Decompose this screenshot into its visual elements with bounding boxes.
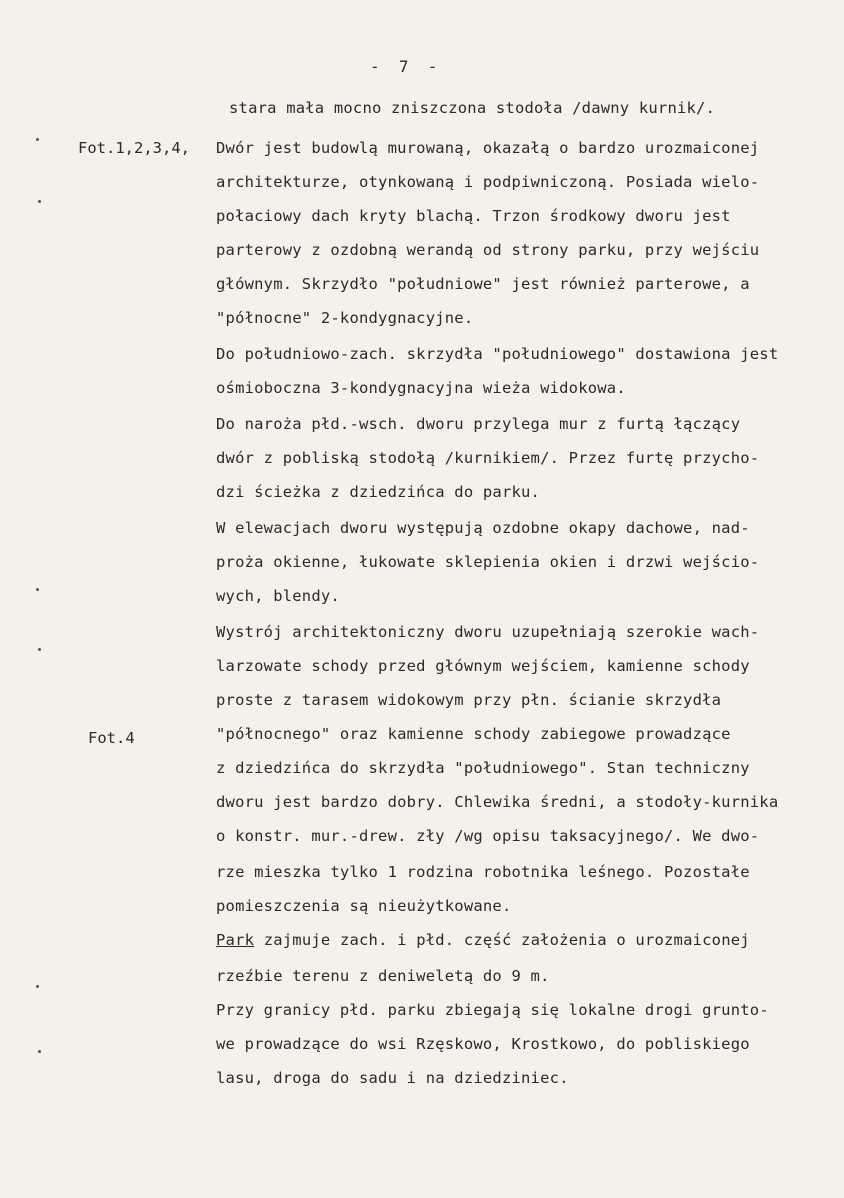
margin-speck [36,588,39,591]
margin-speck [38,1050,41,1053]
text-line: proste z tarasem widokowym przy płn. ścianie skrzydła [216,691,722,709]
text-line: rzeźbie terenu z deniweletą do 9 m. [216,967,550,985]
text-line: dworu jest bardzo dobry. Chlewika średni, a stodoły-kurnika [216,793,779,811]
margin-speck [38,648,41,651]
text-line: Przy granicy płd. parku zbiegają się lokalne drogi grunto- [216,1001,769,1019]
text-line: larzowate schody przed głównym wejściem, kamienne schody [216,657,750,675]
text-line: stara mała mocno zniszczona stodoła /dawny kurnik/. [229,99,716,117]
text-line: parterowy z ozdobną werandą od strony parku, przy wejściu [216,241,760,259]
text-line: o konstr. mur.-drew. zły /wg opisu taksacyjnego/. We dwo- [216,827,760,845]
text-line: połaciowy dach kryty blachą. Trzon środkowy dworu jest [216,207,731,225]
text-line: architekturze, otynkowaną i podpiwniczoną. Posiada wielo- [216,173,760,191]
text-line: Do naroża płd.-wsch. dworu przylega mur z furtą łączący [216,415,741,433]
margin-speck [38,200,41,203]
text-line: W elewacjach dworu występują ozdobne okapy dachowe, nad- [216,519,750,537]
text-line: "północnego" oraz kamienne schody zabiegowe prowadzące [216,725,731,743]
text-line: we prowadzące do wsi Rzęskowo, Krostkowo, do pobliskiego [216,1035,750,1053]
margin-note-photos-1-4: Fot.1,2,3,4, [78,139,190,157]
text-line: wych, blendy. [216,587,340,605]
text-line: Dwór jest budowlą murowaną, okazałą o bardzo urozmaiconej [216,139,760,157]
park-paragraph-line [216,930,750,950]
page-number: - 7 - [370,57,438,76]
margin-speck [36,138,39,141]
text-line-remainder: zajmuje zach. i płd. część założenia o urozmaiconej [263,931,750,949]
text-line: dwór z pobliską stodołą /kurnikiem/. Przez furtę przycho- [216,449,760,467]
text-line: proża okienne, łukowate sklepienia okien i drzwi wejścio- [216,553,760,571]
text-line: rze mieszka tylko 1 rodzina robotnika leśnego. Pozostałe [216,863,750,881]
text-line: "północne" 2-kondygnacyjne. [216,309,474,327]
text-line: Do południowo-zach. skrzydła "południowego" dostawiona jest [216,345,779,363]
text-line: z dziedzińca do skrzydła "południowego". Stan techniczny [216,759,750,777]
margin-speck [36,985,39,988]
text-line: pomieszczenia są nieużytkowane. [216,897,512,915]
text-line: głównym. Skrzydło "południowe" jest również parterowe, a [216,275,750,293]
text-line: ośmioboczna 3-kondygnacyjna wieża widokowa. [216,379,626,397]
text-line: dzi ścieżka z dziedzińca do parku. [216,483,541,501]
text-line: Wystrój architektoniczny dworu uzupełniają szerokie wach- [216,623,760,641]
park-heading: Park [216,931,255,949]
text-line: lasu, droga do sadu i na dziedziniec. [216,1069,569,1087]
margin-note-photo-4: Fot.4 [88,729,135,747]
